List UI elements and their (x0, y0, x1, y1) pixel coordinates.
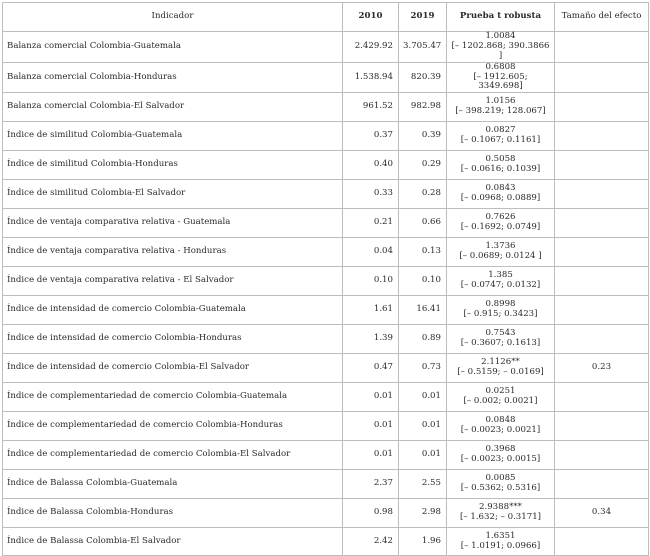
t-test-cell (447, 209, 555, 238)
value-2019-cell: 0.66 (399, 209, 447, 238)
confidence-interval: [– 1912.605; 3349.698] (473, 71, 528, 92)
header-effect-size: Tamaño del efecto (555, 3, 649, 32)
t-statistic: 0.3968 (485, 444, 516, 455)
table-row (3, 62, 649, 93)
effect-size-cell (555, 267, 649, 296)
confidence-interval: [– 0.0968; 0.0889] (460, 193, 541, 204)
value-2010-cell: 0.01 (343, 412, 399, 441)
value-2019-cell: 820.39 (399, 62, 447, 93)
value-2010-cell: 0.98 (343, 499, 399, 528)
table-header (3, 3, 649, 32)
value-2019-cell: 0.01 (399, 383, 447, 412)
value-2019-cell: 0.89 (399, 325, 447, 354)
table-row (3, 93, 649, 122)
table-body (3, 32, 649, 556)
header-indicator: Indicador (3, 3, 343, 32)
effect-size-cell (555, 62, 649, 93)
table-row (3, 238, 649, 267)
header-2019: 2019 (399, 3, 447, 32)
t-test-cell (447, 151, 555, 180)
t-test-cell (447, 325, 555, 354)
value-2019-cell: 0.39 (399, 122, 447, 151)
value-2010-cell: 1.61 (343, 296, 399, 325)
confidence-interval: [– 0.3607; 0.1613] (460, 338, 541, 349)
indicator-cell: Índice de similitud Colombia-Honduras (3, 151, 343, 180)
value-2010-cell: 1.538.94 (343, 62, 399, 93)
effect-size-cell (555, 209, 649, 238)
value-2010-cell: 2.37 (343, 470, 399, 499)
table-row (3, 412, 649, 441)
value-2019-cell: 0.29 (399, 151, 447, 180)
effect-size-cell (555, 383, 649, 412)
t-test-cell (447, 470, 555, 499)
results-table (2, 2, 649, 556)
t-test-cell (447, 32, 555, 63)
value-2010-cell: 2.42 (343, 528, 399, 556)
table-row (3, 267, 649, 296)
t-test-cell (447, 441, 555, 470)
indicator-cell: Índice de complementariedad de comercio Colombia-Honduras (3, 412, 343, 441)
t-test-cell (447, 180, 555, 209)
t-statistic: 1.0156 (485, 96, 516, 107)
indicator-cell: Índice de Balassa Colombia-El Salvador (3, 528, 343, 556)
indicator-cell: Índice de intensidad de comercio Colombia-Guatemala (3, 296, 343, 325)
confidence-interval: [– 0.915; 0.3423] (463, 309, 538, 320)
value-2010-cell: 2.429.92 (343, 32, 399, 63)
indicator-cell: Índice de ventaja comparativa relativa - Guatemala (3, 209, 343, 238)
effect-size-cell (555, 470, 649, 499)
effect-size-cell: 0.23 (555, 354, 649, 383)
value-2010-cell: 0.01 (343, 383, 399, 412)
indicator-cell: Índice de intensidad de comercio Colombia-Honduras (3, 325, 343, 354)
t-statistic: 0.0848 (485, 415, 516, 426)
indicator-cell: Índice de Balassa Colombia-Honduras (3, 499, 343, 528)
confidence-interval: [– 0.002; 0.0021] (463, 396, 538, 407)
t-test-cell (447, 93, 555, 122)
t-test-cell (447, 412, 555, 441)
effect-size-cell (555, 180, 649, 209)
effect-size-cell (555, 93, 649, 122)
value-2019-cell: 2.55 (399, 470, 447, 499)
t-statistic: 1.3736 (485, 241, 516, 252)
effect-size-cell (555, 412, 649, 441)
confidence-interval: [– 0.0616; 0.1039] (460, 164, 541, 175)
header-2010: 2010 (343, 3, 399, 32)
effect-size-cell: 0.34 (555, 499, 649, 528)
t-test-cell (447, 499, 555, 528)
value-2010-cell: 0.47 (343, 354, 399, 383)
t-test-cell (447, 296, 555, 325)
effect-size-cell (555, 151, 649, 180)
indicator-cell: Índice de intensidad de comercio Colombia-El Salvador (3, 354, 343, 383)
confidence-interval: [– 1.632; – 0.3171] (459, 512, 542, 523)
t-statistic: 1.385 (488, 270, 513, 281)
t-test-cell (447, 383, 555, 412)
t-test-cell (447, 62, 555, 93)
t-test-cell (447, 122, 555, 151)
indicator-cell: Índice de ventaja comparativa relativa - El Salvador (3, 267, 343, 296)
table-row (3, 441, 649, 470)
t-statistic: 0.7626 (485, 212, 516, 223)
confidence-interval: [– 0.5159; – 0.0169] (457, 367, 544, 378)
t-statistic: 0.8998 (485, 299, 516, 310)
indicator-cell: Índice de similitud Colombia-El Salvador (3, 180, 343, 209)
t-statistic: 0.0843 (485, 183, 516, 194)
value-2019-cell: 982.98 (399, 93, 447, 122)
table-row (3, 151, 649, 180)
confidence-interval: [– 0.0689; 0.0124 ] (459, 251, 542, 262)
header-t-test: Prueba t robusta (447, 3, 555, 32)
value-2019-cell: 1.96 (399, 528, 447, 556)
value-2010-cell: 0.33 (343, 180, 399, 209)
indicator-cell: Balanza comercial Colombia-El Salvador (3, 93, 343, 122)
value-2019-cell: 3.705.47 (399, 32, 447, 63)
t-statistic: 0.0085 (485, 473, 516, 484)
t-statistic: 2.1126** (481, 357, 520, 368)
t-test-cell (447, 267, 555, 296)
value-2019-cell: 2.98 (399, 499, 447, 528)
t-statistic: 0.0827 (485, 125, 516, 136)
table-row (3, 470, 649, 499)
effect-size-cell (555, 441, 649, 470)
confidence-interval: [– 0.0023; 0.0021] (460, 425, 541, 436)
t-statistic: 0.6808 (485, 61, 516, 72)
value-2019-cell: 0.28 (399, 180, 447, 209)
table-row (3, 296, 649, 325)
indicator-cell: Índice de ventaja comparativa relativa - Honduras (3, 238, 343, 267)
confidence-interval: [– 0.0747; 0.0132] (460, 280, 541, 291)
indicator-cell: Índice de similitud Colombia-Guatemala (3, 122, 343, 151)
indicator-cell: Índice de complementariedad de comercio Colombia-Guatemala (3, 383, 343, 412)
table-row (3, 499, 649, 528)
value-2010-cell: 961.52 (343, 93, 399, 122)
value-2010-cell: 1.39 (343, 325, 399, 354)
value-2019-cell: 0.13 (399, 238, 447, 267)
effect-size-cell (555, 122, 649, 151)
table-row (3, 122, 649, 151)
confidence-interval: [– 398.219; 128.067] (455, 106, 546, 117)
indicator-cell: Balanza comercial Colombia-Guatemala (3, 32, 343, 63)
table-row (3, 383, 649, 412)
confidence-interval: [– 1.0191; 0.0966] (460, 540, 541, 551)
value-2019-cell: 0.01 (399, 441, 447, 470)
t-statistic: 0.7543 (485, 328, 516, 339)
header-row (3, 3, 649, 32)
t-test-cell (447, 238, 555, 267)
indicator-cell: Índice de complementariedad de comercio Colombia-El Salvador (3, 441, 343, 470)
table-row (3, 209, 649, 238)
value-2010-cell: 0.10 (343, 267, 399, 296)
t-statistic: 2.9388*** (479, 502, 522, 513)
confidence-interval: [– 0.0023; 0.0015] (460, 454, 541, 465)
table-row (3, 180, 649, 209)
value-2010-cell: 0.40 (343, 151, 399, 180)
t-statistic: 0.5058 (485, 154, 516, 165)
indicator-cell: Balanza comercial Colombia-Honduras (3, 62, 343, 93)
value-2019-cell: 16.41 (399, 296, 447, 325)
t-test-cell (447, 354, 555, 383)
table-row (3, 32, 649, 63)
value-2019-cell: 0.73 (399, 354, 447, 383)
value-2010-cell: 0.21 (343, 209, 399, 238)
confidence-interval: [– 0.5362; 0.5316] (460, 483, 541, 494)
t-statistic: 0.0251 (485, 386, 516, 397)
table-row (3, 325, 649, 354)
t-statistic: 1.6351 (485, 530, 516, 541)
value-2010-cell: 0.04 (343, 238, 399, 267)
effect-size-cell (555, 325, 649, 354)
confidence-interval: [– 0.1692; 0.0749] (460, 222, 541, 233)
table-row (3, 354, 649, 383)
t-statistic: 1.0084 (485, 31, 516, 41)
effect-size-cell (555, 296, 649, 325)
value-2010-cell: 0.37 (343, 122, 399, 151)
confidence-interval: [– 0.1067; 0.1161] (460, 135, 541, 146)
confidence-interval: [– 1202.868; 390.3866 ] (451, 40, 550, 61)
value-2019-cell: 0.10 (399, 267, 447, 296)
effect-size-cell (555, 238, 649, 267)
indicator-cell: Índice de Balassa Colombia-Guatemala (3, 470, 343, 499)
value-2019-cell: 0.01 (399, 412, 447, 441)
value-2010-cell: 0.01 (343, 441, 399, 470)
effect-size-cell (555, 32, 649, 63)
